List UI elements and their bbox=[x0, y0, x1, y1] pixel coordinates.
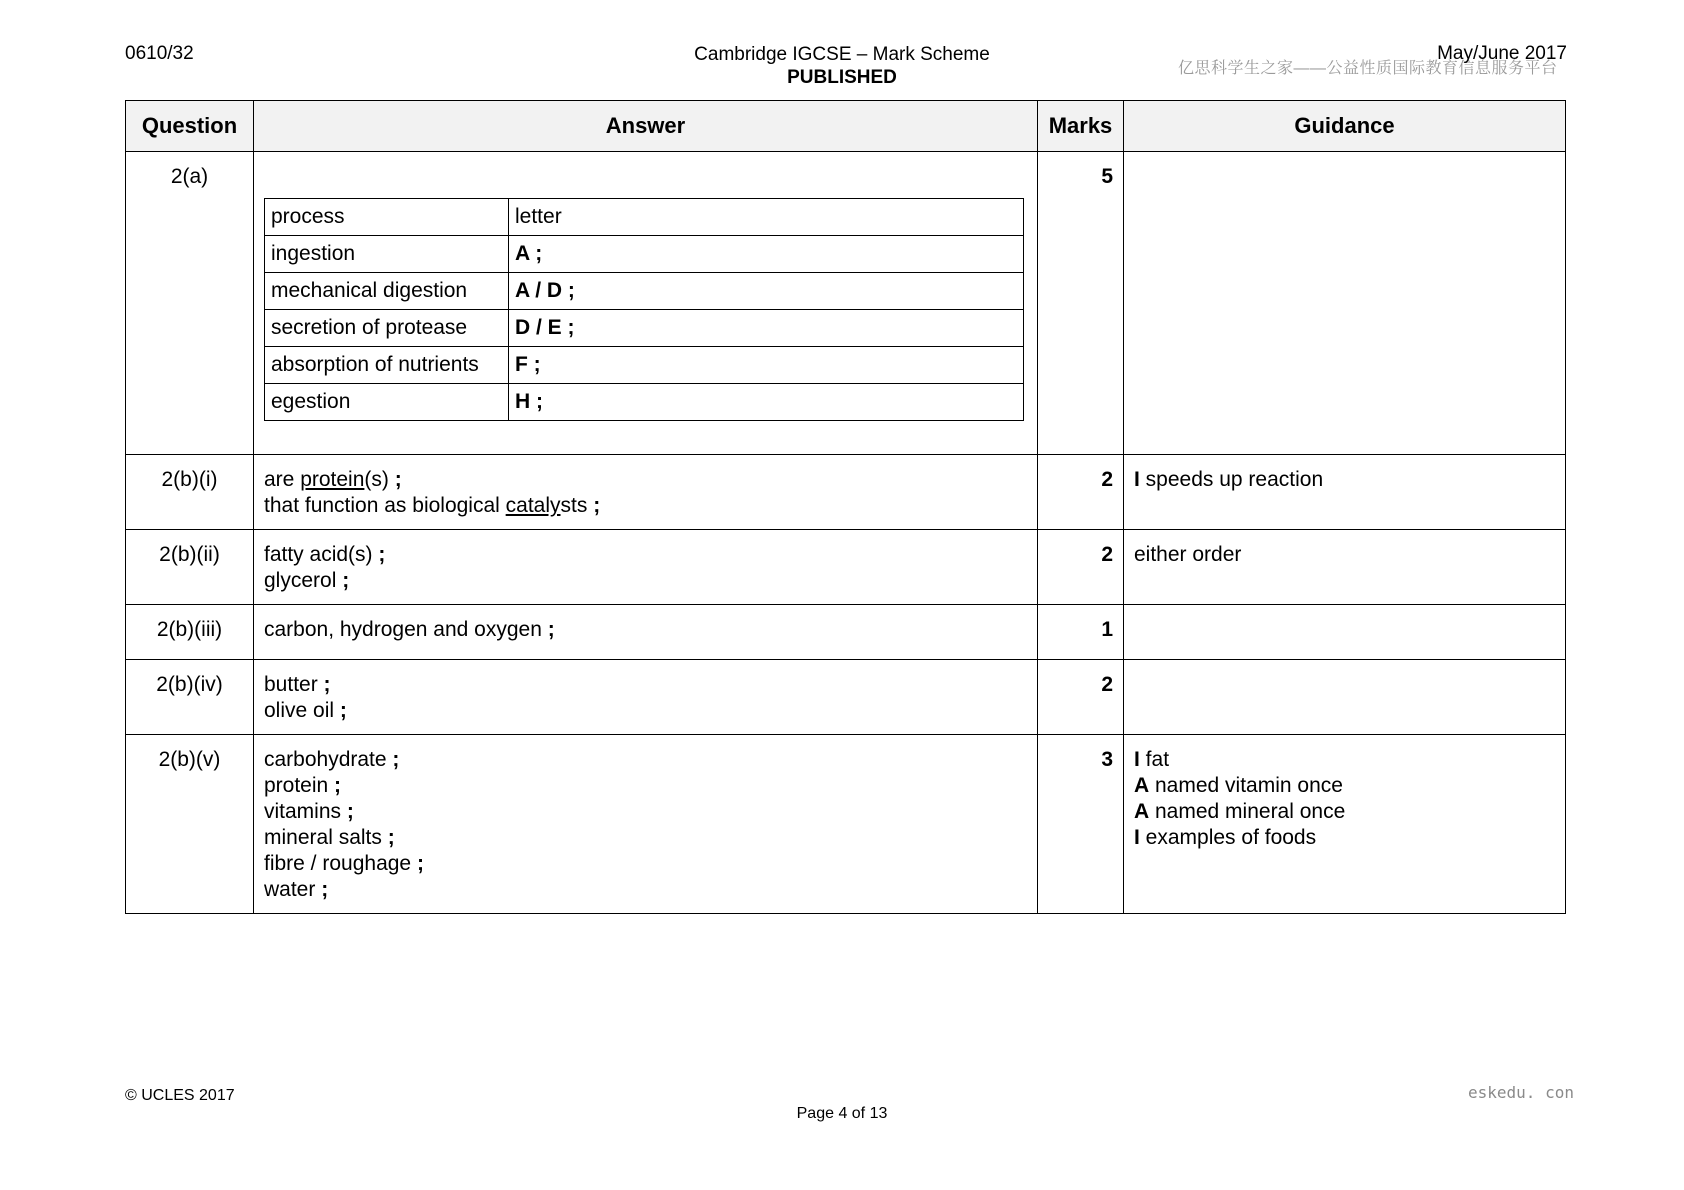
published-label: PUBLISHED bbox=[787, 67, 897, 88]
inner-row bbox=[265, 384, 1024, 421]
answer-line: olive oil ; bbox=[264, 699, 347, 722]
guidance-line: A named vitamin once bbox=[1134, 774, 1343, 797]
underlined-term: cataly bbox=[505, 494, 561, 517]
marks-value: 3 bbox=[1038, 735, 1124, 914]
copyright: © UCLES 2017 bbox=[125, 1087, 235, 1104]
answer-line: that function as biological catalysts ; bbox=[264, 494, 601, 517]
marks-value: 2 bbox=[1038, 530, 1124, 605]
guidance-line: A named mineral once bbox=[1134, 800, 1346, 823]
inner-letter: H ; bbox=[509, 384, 1024, 421]
answer-line: fatty acid(s) ; bbox=[264, 543, 386, 566]
header-marks: Marks bbox=[1038, 101, 1124, 152]
guidance-cell bbox=[1124, 152, 1566, 455]
inner-letter: F ; bbox=[509, 347, 1024, 384]
inner-process: ingestion bbox=[265, 236, 509, 273]
marks-value: 5 bbox=[1038, 152, 1124, 455]
answer-cell bbox=[254, 735, 1038, 914]
inner-row bbox=[265, 347, 1024, 384]
table-row bbox=[126, 530, 1566, 605]
answer-line: carbohydrate ; bbox=[264, 748, 400, 771]
inner-row bbox=[265, 310, 1024, 347]
header-guidance: Guidance bbox=[1124, 101, 1566, 152]
guidance-cell bbox=[1124, 455, 1566, 530]
guidance-line: I speeds up reaction bbox=[1134, 468, 1324, 491]
guidance-cell: either order bbox=[1124, 530, 1566, 605]
inner-letter: D / E ; bbox=[509, 310, 1024, 347]
inner-header-letter: letter bbox=[509, 199, 1024, 236]
paper-code: 0610/32 bbox=[125, 43, 194, 64]
question-number: 2(a) bbox=[126, 152, 254, 455]
process-letter-table bbox=[264, 198, 1024, 421]
question-number: 2(b)(ii) bbox=[126, 530, 254, 605]
inner-letter: A / D ; bbox=[509, 273, 1024, 310]
page-number: Page 4 of 13 bbox=[796, 1105, 888, 1122]
answer-line: glycerol ; bbox=[264, 569, 350, 592]
guidance-cell bbox=[1124, 735, 1566, 914]
answer-cell bbox=[254, 530, 1038, 605]
table-header-row bbox=[126, 101, 1566, 152]
guidance-cell bbox=[1124, 605, 1566, 660]
inner-process: secretion of protease bbox=[265, 310, 509, 347]
table-row bbox=[126, 605, 1566, 660]
mark-scheme-table bbox=[125, 100, 1566, 914]
footer-watermark: eskedu. con bbox=[1468, 1083, 1574, 1102]
question-number: 2(b)(iii) bbox=[126, 605, 254, 660]
question-number: 2(b)(v) bbox=[126, 735, 254, 914]
answer-line: are protein(s) ; bbox=[264, 468, 402, 491]
answer-line: vitamins ; bbox=[264, 800, 354, 823]
answer-cell bbox=[254, 660, 1038, 735]
underlined-term: protein bbox=[300, 468, 365, 491]
inner-letter: A ; bbox=[509, 236, 1024, 273]
table-row bbox=[126, 455, 1566, 530]
inner-process: absorption of nutrients bbox=[265, 347, 509, 384]
answer-line: carbon, hydrogen and oxygen ; bbox=[264, 618, 555, 641]
guidance-cell bbox=[1124, 660, 1566, 735]
guidance-line: I fat bbox=[1134, 748, 1170, 771]
answer-line: protein ; bbox=[264, 774, 342, 797]
document-title: Cambridge IGCSE – Mark Scheme bbox=[694, 44, 990, 65]
answer-line: butter ; bbox=[264, 673, 331, 696]
answer-cell bbox=[254, 455, 1038, 530]
question-number: 2(b)(i) bbox=[126, 455, 254, 530]
document-title-block bbox=[642, 43, 1042, 89]
question-number: 2(b)(iv) bbox=[126, 660, 254, 735]
table-row bbox=[126, 735, 1566, 914]
inner-process: egestion bbox=[265, 384, 509, 421]
inner-row bbox=[265, 273, 1024, 310]
answer-cell bbox=[254, 605, 1038, 660]
inner-row bbox=[265, 236, 1024, 273]
answer-line: mineral salts ; bbox=[264, 826, 395, 849]
marks-value: 2 bbox=[1038, 660, 1124, 735]
header-watermark: 亿思科学生之家——公益性质国际教育信息服务平台 bbox=[1178, 60, 1558, 77]
exam-session: May/June 2017 bbox=[1437, 43, 1567, 64]
table-row bbox=[126, 660, 1566, 735]
table-row bbox=[126, 152, 1566, 455]
marks-value: 2 bbox=[1038, 455, 1124, 530]
marks-value: 1 bbox=[1038, 605, 1124, 660]
guidance-line: I examples of foods bbox=[1134, 826, 1317, 849]
header-answer: Answer bbox=[254, 101, 1038, 152]
answer-line: fibre / roughage ; bbox=[264, 852, 424, 875]
answer-cell bbox=[254, 152, 1038, 455]
inner-process: mechanical digestion bbox=[265, 273, 509, 310]
inner-header-row bbox=[265, 199, 1024, 236]
inner-header-process: process bbox=[265, 199, 509, 236]
answer-line: water ; bbox=[264, 878, 329, 901]
header-question: Question bbox=[126, 101, 254, 152]
